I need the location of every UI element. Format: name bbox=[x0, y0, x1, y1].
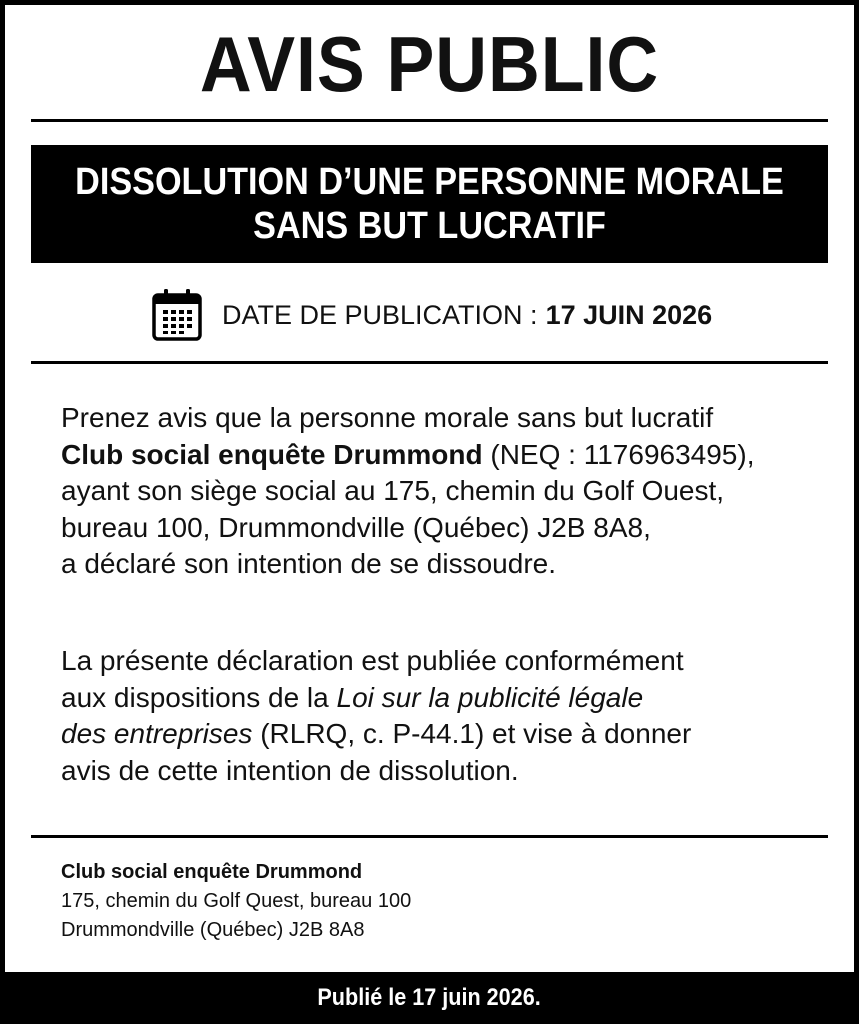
paragraph-line bbox=[61, 437, 831, 474]
top-divider bbox=[31, 119, 828, 122]
signature-name: Club social enquête Drummond bbox=[61, 861, 363, 883]
paragraph-legal-basis bbox=[61, 643, 831, 789]
signature-divider bbox=[31, 835, 828, 838]
calendar-icon bbox=[152, 288, 202, 342]
paragraph-notice bbox=[61, 400, 831, 583]
date-divider bbox=[31, 361, 828, 364]
banner-line-1: DISSOLUTION D’UNE PERSONNE MORALE bbox=[75, 161, 784, 203]
banner-line-2: SANS BUT LUCRATIF bbox=[253, 205, 606, 247]
law-title-continued: des entreprises bbox=[61, 718, 253, 749]
paragraph-line: ayant son siège social au 175, chemin du Golf Ouest, bbox=[61, 475, 725, 506]
text-run: aux dispositions de la bbox=[61, 681, 337, 713]
paragraph-line bbox=[61, 716, 831, 753]
paragraph-line bbox=[61, 680, 831, 717]
notice-subject-banner bbox=[31, 145, 828, 263]
organization-name: Club social enquête Drummond bbox=[61, 438, 483, 470]
signature-block bbox=[61, 858, 761, 945]
paragraph-line: Prenez avis que la personne morale sans but lucratif bbox=[61, 402, 714, 433]
signature-address-line-2: Drummondville (Québec) J2B 8A8 bbox=[61, 919, 365, 941]
notice-title: AVIS PUBLIC bbox=[199, 20, 660, 108]
publication-date-row bbox=[152, 287, 712, 343]
neq-number: (NEQ : 1176963495), bbox=[482, 438, 755, 470]
paragraph-line: avis de cette intention de dissolution. bbox=[61, 754, 519, 786]
paragraph-line: a déclaré son intention de se dissoudre. bbox=[61, 548, 556, 579]
publication-footer-text: Publié le 17 juin 2026. bbox=[317, 984, 542, 1011]
paragraph-line: bureau 100, Drummondville (Québec) J2B 8A8, bbox=[61, 511, 651, 543]
text-run: (RLRQ, c. P-44.1) et vise à donner bbox=[252, 718, 692, 749]
publication-date-label: DATE DE PUBLICATION : bbox=[222, 299, 538, 330]
publication-date-value: 17 JUIN 2026 bbox=[545, 299, 713, 330]
signature-address-line-1: 175, chemin du Golf Quest, bureau 100 bbox=[61, 890, 412, 912]
law-title: Loi sur la publicité légale bbox=[336, 681, 644, 713]
publication-footer-bar bbox=[0, 972, 859, 1024]
paragraph-line: La présente déclaration est publiée conformément bbox=[61, 645, 684, 676]
